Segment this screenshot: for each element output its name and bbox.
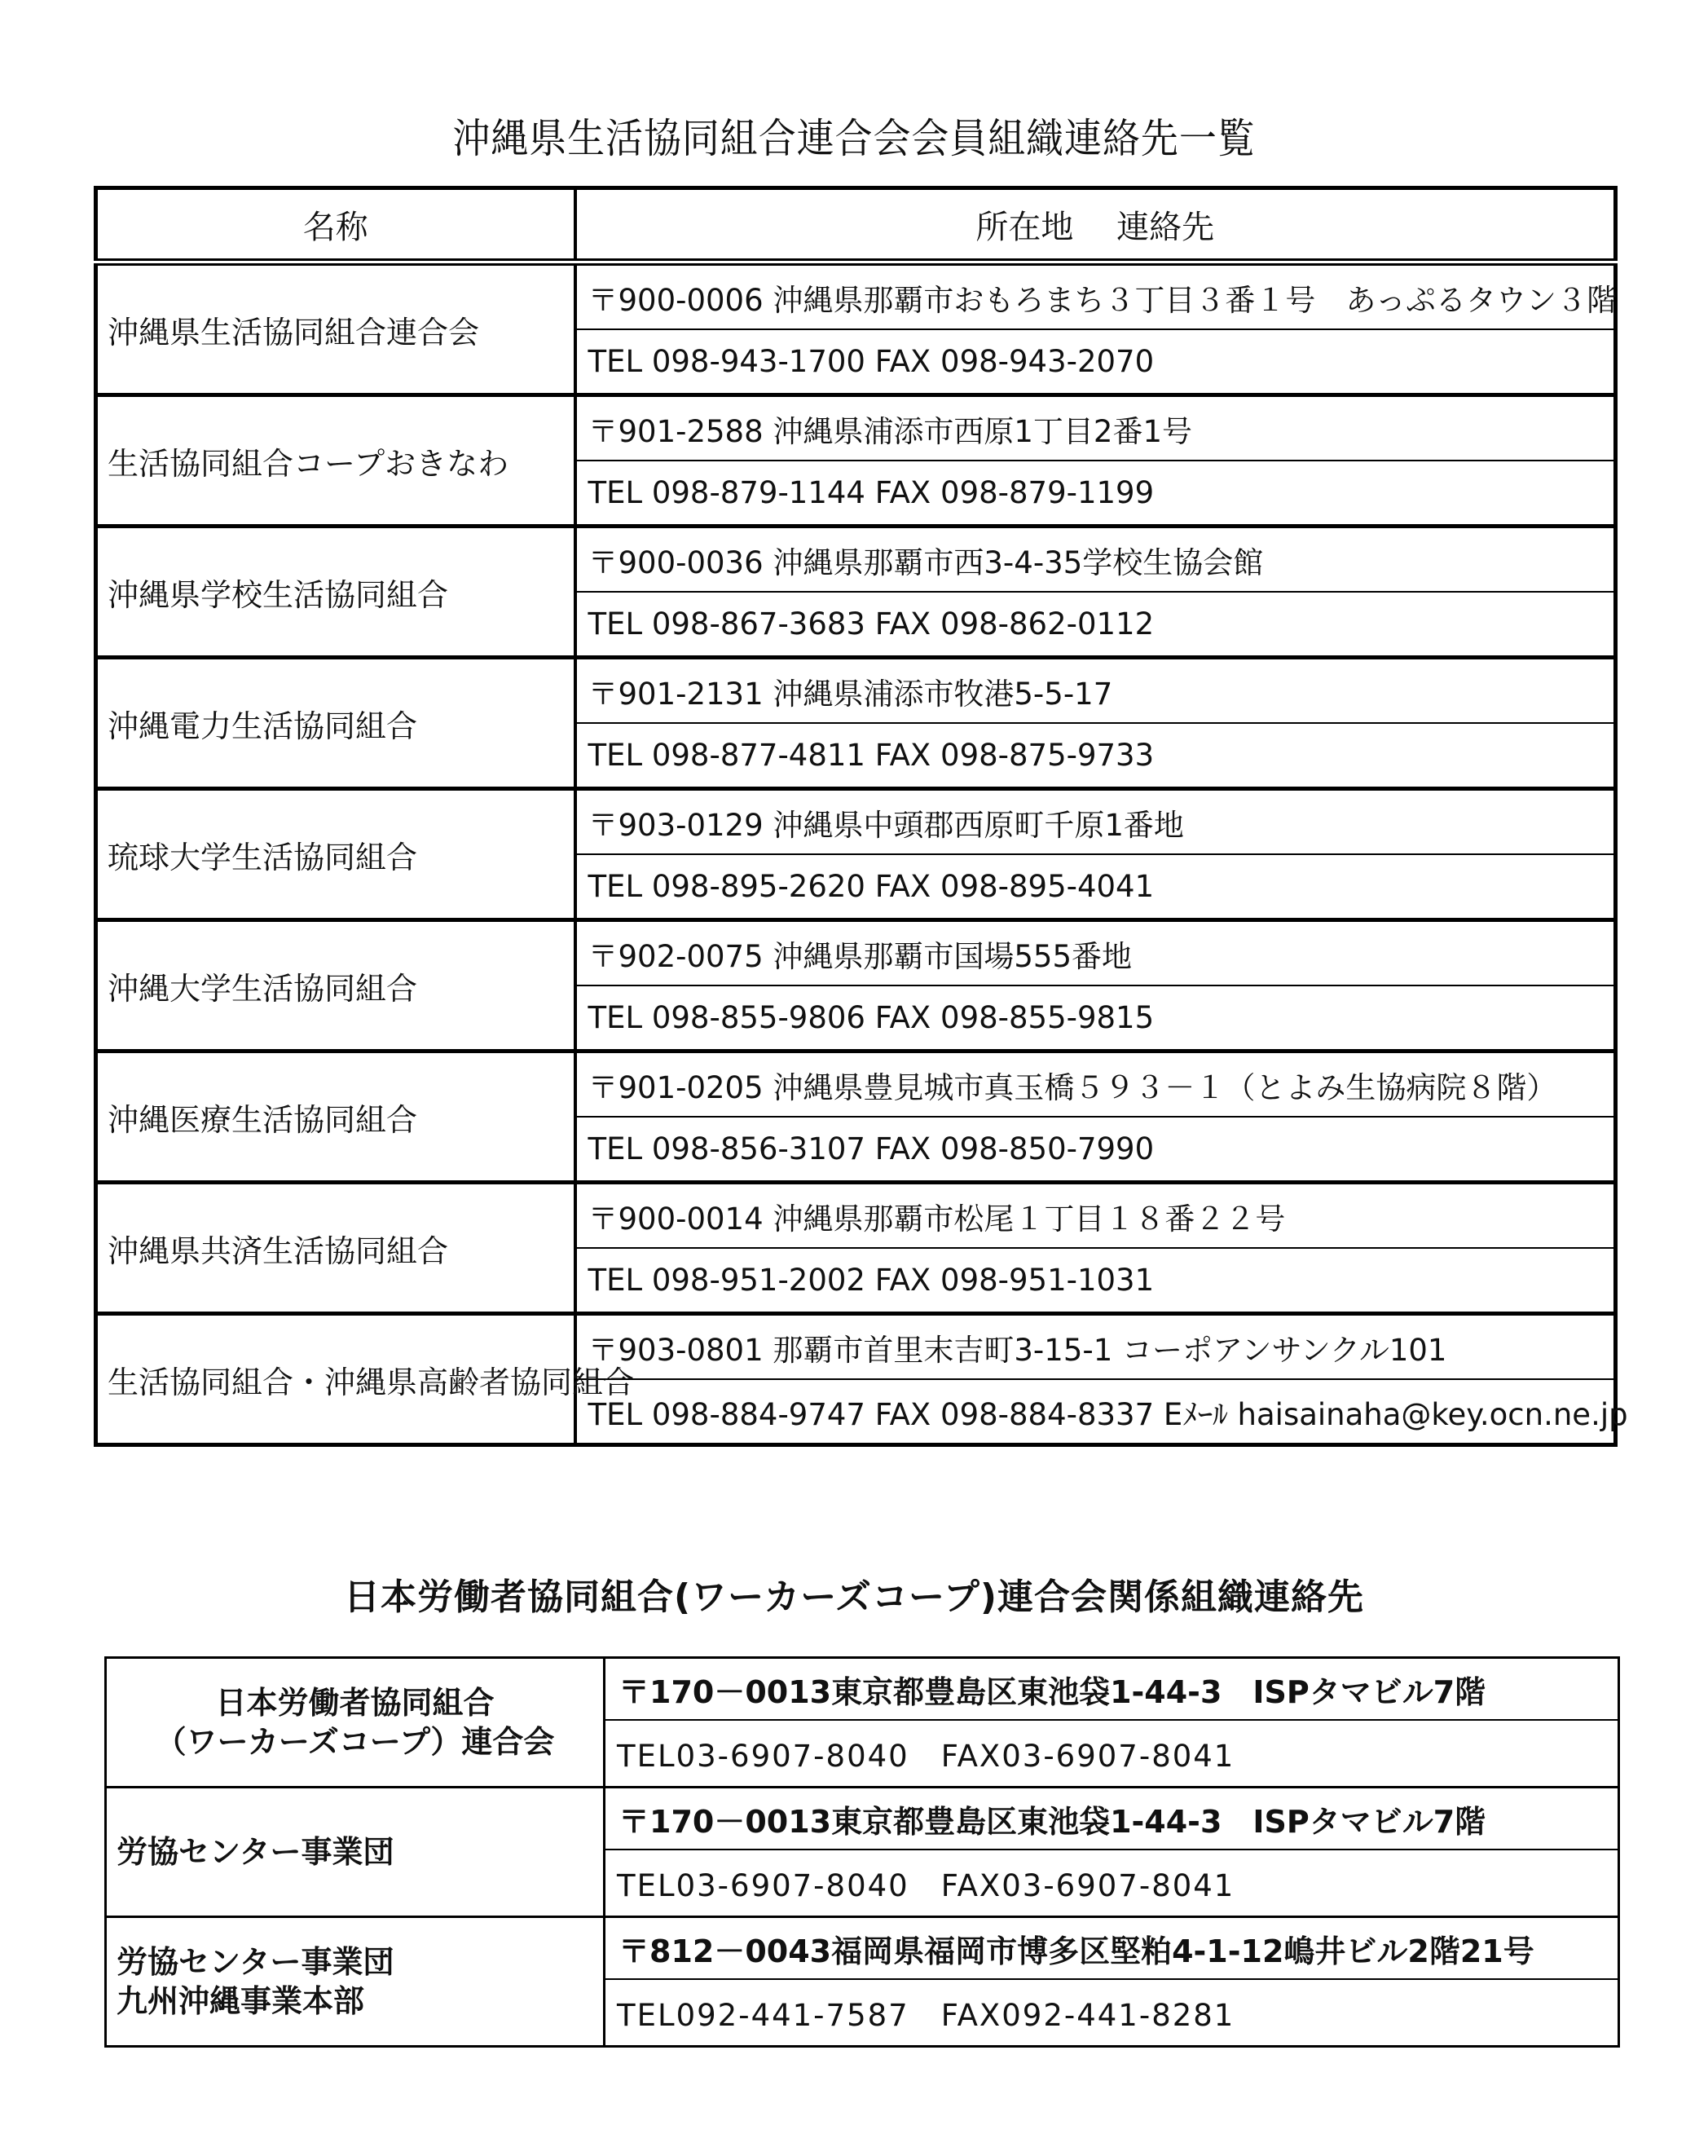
org-name (106, 1917, 605, 2047)
org-tel: TEL03-6907-8040 FAX03-6907-8041 (605, 1850, 1619, 1917)
table-row (96, 658, 1616, 724)
org-tel: TEL 098-879-1144 FAX 098-879-1199 (575, 461, 1616, 527)
org-tel: TEL 098-856-3107 FAX 098-850-7990 (575, 1117, 1616, 1183)
header-name: 名称 (96, 188, 575, 262)
org-tel: TEL03-6907-8040 FAX03-6907-8041 (605, 1720, 1619, 1788)
member-contact-table (94, 186, 1628, 1447)
org-name: 沖縄県生活協同組合連合会 (96, 262, 575, 395)
table-row (96, 1314, 1616, 1380)
table-row (106, 1788, 1619, 1850)
org-address: 〒903-0801 那覇市首里末吉町3-15-1 コーポアンサンクル101 (575, 1314, 1616, 1380)
workers-coop-contact-table (104, 1656, 1620, 2048)
org-address: 〒812－0043福岡県福岡市博多区堅粕4-1-12嶋井ビル2階21号 (605, 1917, 1619, 1980)
org-address: 〒901-2131 沖縄県浦添市牧港5-5-17 (575, 658, 1616, 724)
org-tel: TEL 098-943-1700 FAX 098-943-2070 (575, 329, 1616, 395)
org-address: 〒900-0006 沖縄県那覇市おもろまち３丁目３番１号 あっぷるタウン３階 (575, 262, 1616, 330)
org-name: 琉球大学生活協同組合 (96, 789, 575, 920)
table-row (96, 789, 1616, 855)
org-tel: TEL 098-884-9747 FAX 098-884-8337 Eﾒｰﾙ haisainaha@key.ocn.ne.jp (588, 1396, 1628, 1432)
org-name: 沖縄電力生活協同組合 (96, 658, 575, 789)
org-name (106, 1788, 605, 1917)
org-address: 〒901-0205 沖縄県豊見城市真玉橋５９３－１（とよみ生協病院８階） (575, 1052, 1616, 1118)
org-address: 〒900-0036 沖縄県那覇市西3-4-35学校生協会館 (575, 527, 1616, 593)
org-name: 沖縄県共済生活協同組合 (96, 1183, 575, 1314)
org-name (106, 1658, 605, 1788)
table-row (96, 920, 1616, 986)
table-row (106, 1658, 1619, 1721)
org-tel: TEL 098-951-2002 FAX 098-951-1031 (575, 1248, 1616, 1314)
org-address: 〒901-2588 沖縄県浦添市西原1丁目2番1号 (575, 395, 1616, 461)
header-contact: 所在地 連絡先 (575, 188, 1616, 262)
table-row (96, 1183, 1616, 1249)
org-tel: TEL092-441-7587 FAX092-441-8281 (617, 1998, 1235, 2033)
table-row (106, 1917, 1619, 1980)
section-title: 日本労働者協同組合(ワーカーズコープ)連合会関係組織連絡先 (344, 1576, 1364, 1618)
org-name: 生活協同組合・沖縄県高齢者協同組合 (96, 1314, 575, 1445)
org-tel: TEL 098-895-2620 FAX 098-895-4041 (575, 854, 1616, 920)
org-name: 沖縄大学生活協同組合 (96, 920, 575, 1052)
org-name-line1: 日本労働者協同組合 (215, 1685, 495, 1721)
org-name: 沖縄医療生活協同組合 (96, 1052, 575, 1183)
table-row (96, 1052, 1616, 1118)
org-address: 〒900-0014 沖縄県那覇市松尾１丁目１８番２２号 (575, 1183, 1616, 1249)
org-address: 〒170－0013東京都豊島区東池袋1-44-3 ISPタマビル7階 (605, 1788, 1619, 1850)
org-tel: TEL 098-877-4811 FAX 098-875-9733 (575, 723, 1616, 789)
org-tel: TEL 098-855-9806 FAX 098-855-9815 (575, 985, 1616, 1052)
table-row (96, 262, 1616, 330)
table-header-row (96, 188, 1616, 262)
org-name: 生活協同組合コープおきなわ (96, 395, 575, 527)
org-name-line2: 九州沖縄事業本部 (117, 1983, 365, 2019)
table-row (96, 527, 1616, 593)
org-name-line1: 労協センター事業団 (117, 1944, 394, 1980)
org-tel: TEL 098-867-3683 FAX 098-862-0112 (575, 592, 1616, 658)
table-row (96, 395, 1616, 461)
org-name-line2: （ワーカーズコープ）連合会 (155, 1724, 555, 1760)
org-name-line1: 労協センター事業団 (117, 1834, 394, 1870)
org-address: 〒903-0129 沖縄県中頭郡西原町千原1番地 (575, 789, 1616, 855)
org-address: 〒902-0075 沖縄県那覇市国場555番地 (575, 920, 1616, 986)
org-name: 沖縄県学校生活協同組合 (96, 527, 575, 658)
page-title: 沖縄県生活協同組合連合会会員組織連絡先一覧 (452, 115, 1256, 162)
org-address: 〒170－0013東京都豊島区東池袋1-44-3 ISPタマビル7階 (605, 1658, 1619, 1721)
